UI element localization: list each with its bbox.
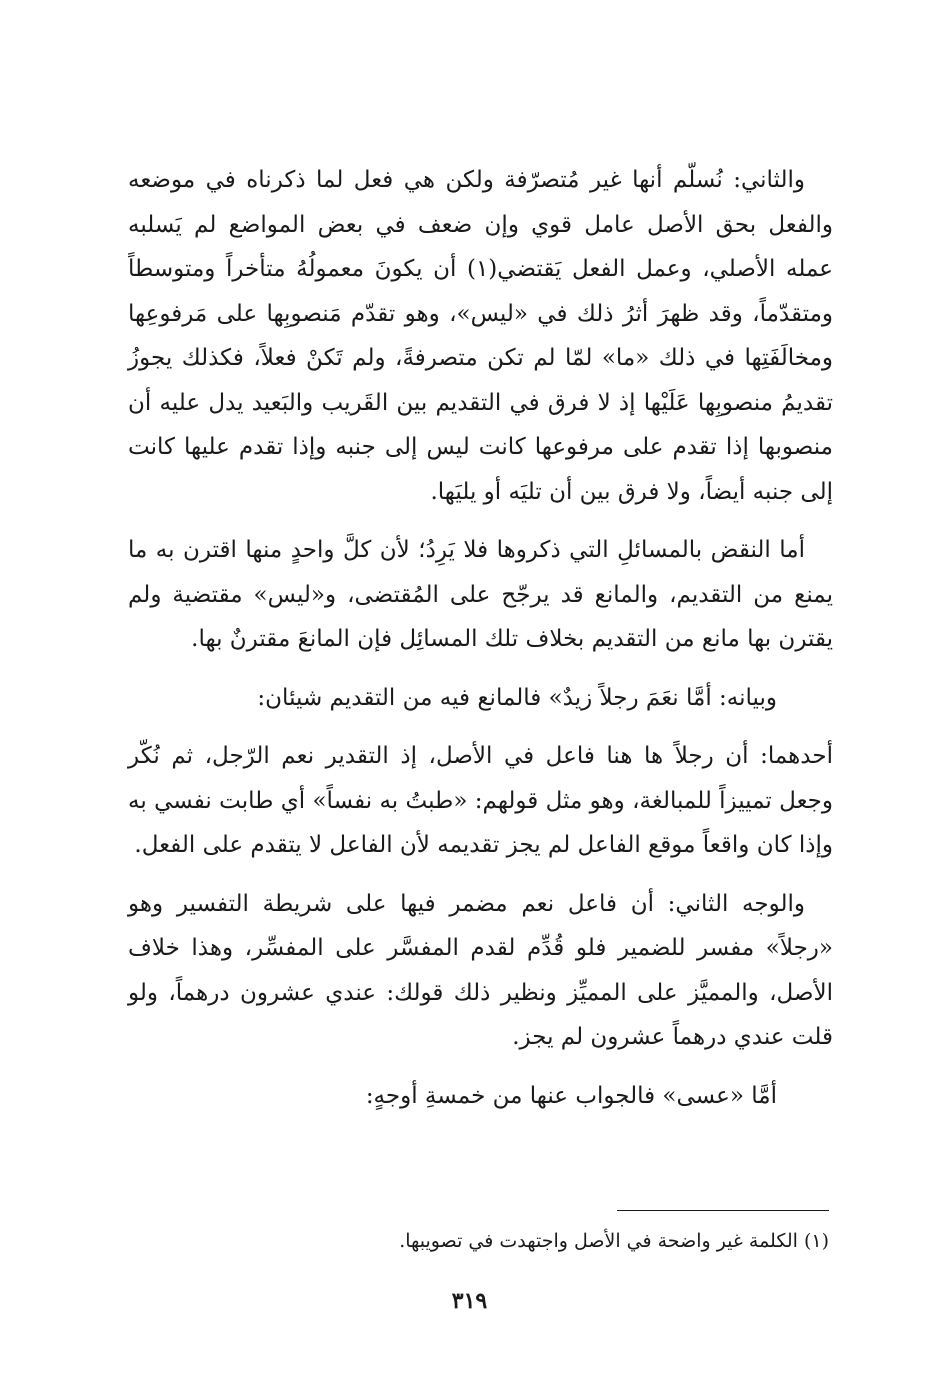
paragraph-objection-reply: أما النقض بالمسائلِ التي ذكروها فلا يَرِدُ؛ لأن كلَّ واحدٍ منها اقترن به ما يمنع من التقديم، والمانع قد يرجّح على المُقتضى، و«ليس» مقتضية ولم يقترن بها مانع من التقديم بخلاف تلك المسائِل فإن المانعَ مقترنٌ بها. [128,537,833,652]
paragraph-asa-intro: أمَّا «عسى» فالجواب عنها من خمسةِ أوجهٍ: [365,1082,777,1109]
main-text [128,158,833,1118]
page-number: ٣١٩ [451,1288,488,1314]
footnote-divider [617,1210,829,1211]
paragraph-explanation-intro: وبيانه: أمَّا نعَمَ رجلاً زيدٌ» فالمانع فيه من التقديم شيئان: [257,684,777,711]
footnote: (١) الكلمة غير واضحة في الأصل واجتهدت في تصويبها. [399,1230,829,1252]
paragraph-first-reason: أحدهما: أن رجلاً ها هنا فاعل في الأصل، إذ التقدير نعم الرّجل، ثم نُكّر وجعل تمييزاً للمبالغة، وهو مثل قولهم: «طبتُ به نفساً» أي طابت نفسي به وإذا كان واقعاً موقع الفاعل لم يجز تقديمه لأن الفاعل لا يتقدم على الفعل. [128,743,833,858]
paragraph-second-argument: والثاني: نُسلّم أنها غير مُتصرّفة ولكن هي فعل لما ذكرناه في موضعه والفعل بحق الأصل عامل قوي وإن ضعف في بعض المواضع لم يَسلبه عمله الأصلي، وعمل الفعل يَقتضي(١) أن يكونَ معمولُهُ متأخراً ومتوسطاً ومتقدّماً، وقد ظهرَ أثرُ ذلك في «ليس»، وهو تقدّم مَنصوبِها على مَرفوعِها ومخالَفَتِها في ذلك «ما» لمّا لم تكن متصرفةً، ولم تَكنْ فعلاً، فكذلك يجوزُ تقديمُ منصوبِها عَلَيْها إذ لا فرق في التقديم بين القَريب والبَعيد يدل عليه أن منصوبها إذا تقدم على مرفوعها كانت ليس إلى جنبه وإذا تقدم عليها كانت إلى جنبه أيضاً، ولا فرق بين أن تليَه أو يليَها. [128,167,833,505]
paragraph-second-reason: والوجه الثاني: أن فاعل نعم مضمر فيها على شريطة التفسير وهو «رجلاً» مفسر للضمير فلو قُدِّم لقدم المفسَّر على المفسِّر، وهذا خلاف الأصل، والمميَّز على المميِّز ونظير ذلك قولك: عندي عشرون درهماً، ولو قلت عندي درهماً عشرون لم يجز. [128,890,833,1050]
